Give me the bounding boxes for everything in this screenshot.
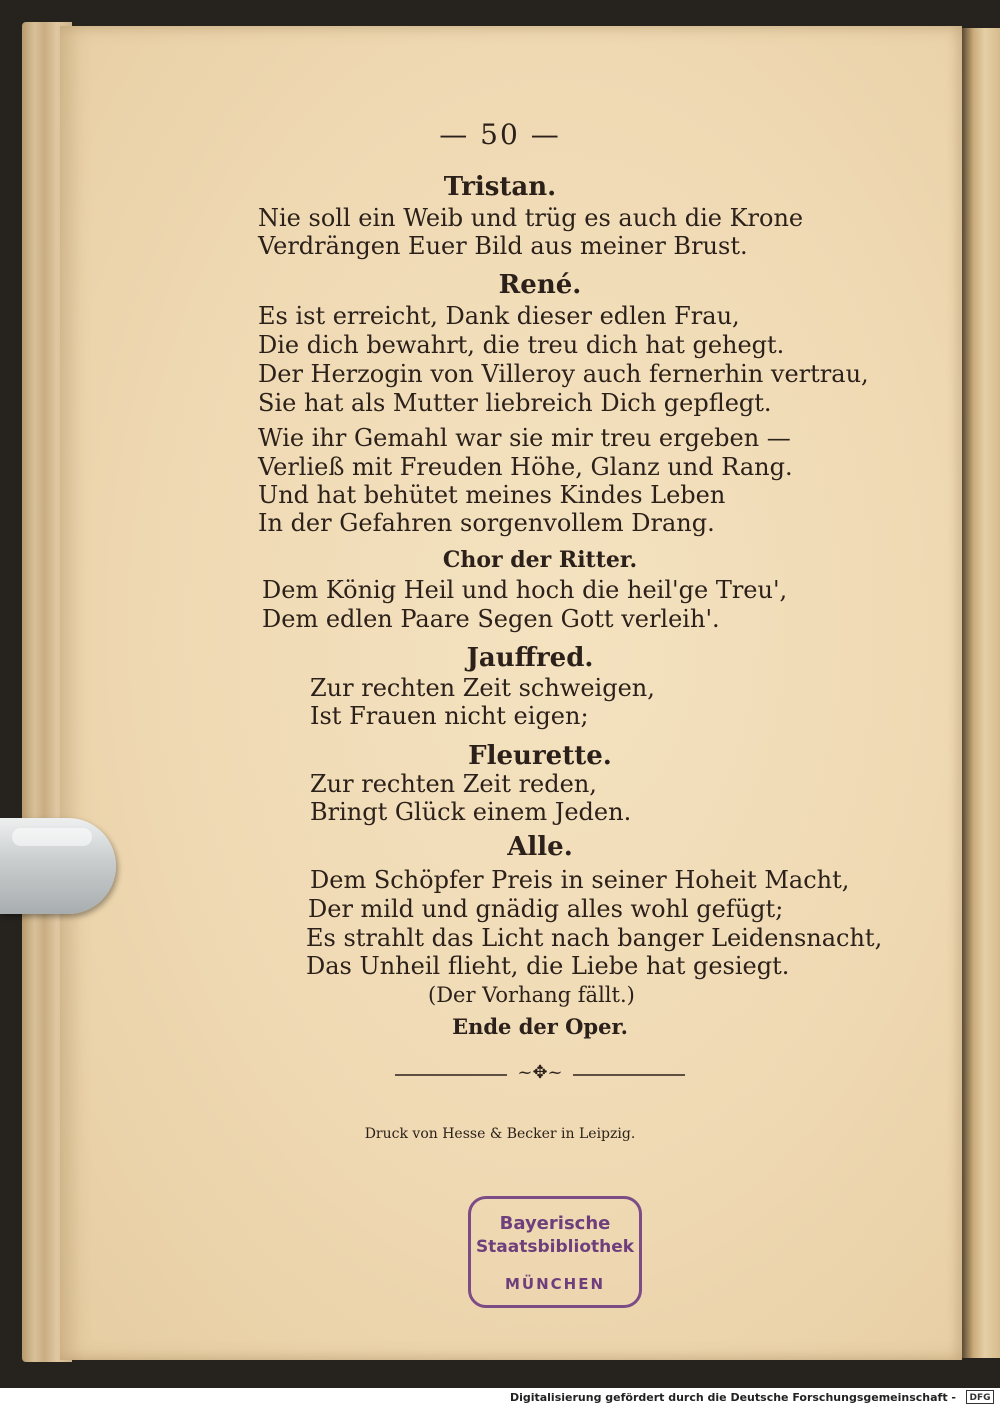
glass-clip [0, 818, 116, 914]
text-line: Der Herzogin von Villeroy auch fernerhin vertrau, [258, 360, 869, 388]
text-line: Das Unheil flieht, die Liebe hat gesiegt. [306, 952, 790, 980]
speaker-alle: Alle. [507, 832, 573, 862]
footer-credit: Digitalisierung gefördert durch die Deutsche Forschungsgemeinschaft - [509, 1391, 956, 1404]
text-line: Ist Frauen nicht eigen; [310, 702, 589, 730]
text-line: Es strahlt das Licht nach banger Leidensnacht, [306, 924, 883, 952]
speaker-tristan: Tristan. [443, 172, 557, 202]
ornament-divider [395, 1064, 685, 1086]
text-line: Bringt Glück einem Jeden. [310, 798, 632, 826]
printer-imprint: Druck von Hesse & Becker in Leipzig. [364, 1126, 636, 1142]
facing-page-edge [962, 28, 1000, 1358]
text-line: Es ist erreicht, Dank dieser edlen Frau, [258, 302, 740, 330]
speaker-chor: Chor der Ritter. [442, 547, 638, 573]
speaker-rene: René. [498, 270, 582, 300]
text-line: Sie hat als Mutter liebreich Dich gepflegt. [258, 389, 772, 417]
end-text: Ende der Oper. [452, 1014, 628, 1039]
text-line: Wie ihr Gemahl war sie mir treu ergeben — [258, 424, 791, 452]
speaker-jauffred: Jauffred. [466, 643, 594, 673]
clip-shine [12, 828, 92, 846]
stage-direction: (Der Vorhang fällt.) [428, 983, 635, 1007]
page-number: — 50 — [439, 118, 561, 151]
stamp-line-2: Staatsbibliothek [475, 1237, 635, 1257]
text-line: Dem Schöpfer Preis in seiner Hoheit Macht, [310, 866, 850, 894]
text-line: Zur rechten Zeit schweigen, [310, 674, 655, 702]
text-line: In der Gefahren sorgenvollem Drang. [258, 509, 715, 537]
ornament-glyph: ~✥~ [517, 1062, 563, 1083]
text-line: Dem König Heil und hoch die heil'ge Treu', [262, 576, 788, 604]
dfg-logo-icon: DFG [966, 1390, 994, 1404]
text-line: Der mild und gnädig alles wohl gefügt; [308, 895, 784, 923]
text-line: Nie soll ein Weib und trüg es auch die Krone [258, 204, 804, 232]
stamp-line-3: MÜNCHEN [504, 1275, 606, 1293]
library-stamp [468, 1196, 642, 1308]
text-line: Und hat behütet meines Kindes Leben [258, 481, 726, 509]
text-line: Dem edlen Paare Segen Gott verleih'. [262, 605, 720, 633]
text-line: Verließ mit Freuden Höhe, Glanz und Rang. [258, 453, 793, 481]
text-line: Zur rechten Zeit reden, [310, 770, 597, 798]
stamp-line-1: Bayerische [499, 1213, 611, 1234]
speaker-fleurette: Fleurette. [468, 741, 612, 771]
text-line: Die dich bewahrt, die treu dich hat gehegt. [258, 331, 785, 359]
text-line: Verdrängen Euer Bild aus meiner Brust. [258, 232, 748, 260]
